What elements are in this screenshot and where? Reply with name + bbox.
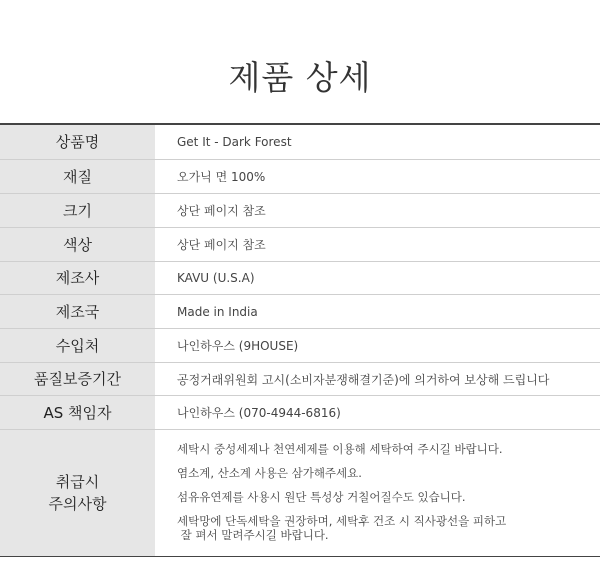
row-label-color: 색상 bbox=[0, 228, 155, 261]
row-label-as-contact: AS 책임자 bbox=[0, 396, 155, 429]
row-label-size: 크기 bbox=[0, 194, 155, 227]
row-label-importer: 수입처 bbox=[0, 329, 155, 362]
page-title: 제품 상세 bbox=[228, 58, 372, 97]
row-label-manufacturer: 제조사 bbox=[0, 262, 155, 294]
row-label-material: 재질 bbox=[0, 160, 155, 193]
row-value-care bbox=[155, 430, 600, 556]
row-value-product-name: Get It - Dark Forest bbox=[177, 135, 292, 149]
care-instruction: 세탁망에 단독세탁을 권장하며, 세탁후 건조 시 직사광선을 피하고 잘 펴서 말려주시길 바랍니다. bbox=[177, 514, 507, 542]
table-row bbox=[0, 194, 600, 228]
row-label-care bbox=[0, 430, 155, 556]
table-row bbox=[0, 430, 600, 556]
table-row bbox=[0, 125, 600, 160]
row-value-as-contact: 나인하우스 (070-4944-6816) bbox=[177, 406, 341, 420]
row-label-product-name: 상품명 bbox=[0, 125, 155, 159]
care-label-line: 주의사항 bbox=[48, 495, 107, 513]
row-label-country: 제조국 bbox=[0, 295, 155, 328]
table-row bbox=[0, 295, 600, 329]
row-value-warranty: 공정거래위원회 고시(소비자분쟁해결기준)에 의거하여 보상해 드립니다 bbox=[177, 372, 550, 387]
row-value-country: Made in India bbox=[177, 304, 258, 319]
row-value-color: 상단 페이지 참조 bbox=[177, 238, 266, 252]
care-instruction: 섬유유연제를 사용시 원단 특성상 거칠어질수도 있습니다. bbox=[177, 490, 466, 504]
table-row bbox=[0, 262, 600, 295]
table-row bbox=[0, 329, 600, 363]
table-row bbox=[0, 160, 600, 194]
care-instruction: 세탁시 중성세제나 천연세제를 이용해 세탁하여 주시길 바랍니다. bbox=[177, 442, 503, 456]
row-value-manufacturer: KAVU (U.S.A) bbox=[177, 271, 255, 285]
table-row bbox=[0, 363, 600, 396]
row-value-size: 상단 페이지 참조 bbox=[177, 204, 266, 218]
care-label-line: 취급시 bbox=[55, 473, 100, 491]
table-row bbox=[0, 396, 600, 430]
row-value-material: 오가닉 면 100% bbox=[177, 170, 266, 184]
care-instruction: 염소계, 산소계 사용은 삼가해주세요. bbox=[177, 466, 362, 480]
row-value-importer: 나인하우스 (9HOUSE) bbox=[177, 339, 299, 353]
row-label-warranty: 품질보증기간 bbox=[0, 363, 155, 395]
spec-table bbox=[0, 123, 600, 557]
table-row bbox=[0, 228, 600, 262]
